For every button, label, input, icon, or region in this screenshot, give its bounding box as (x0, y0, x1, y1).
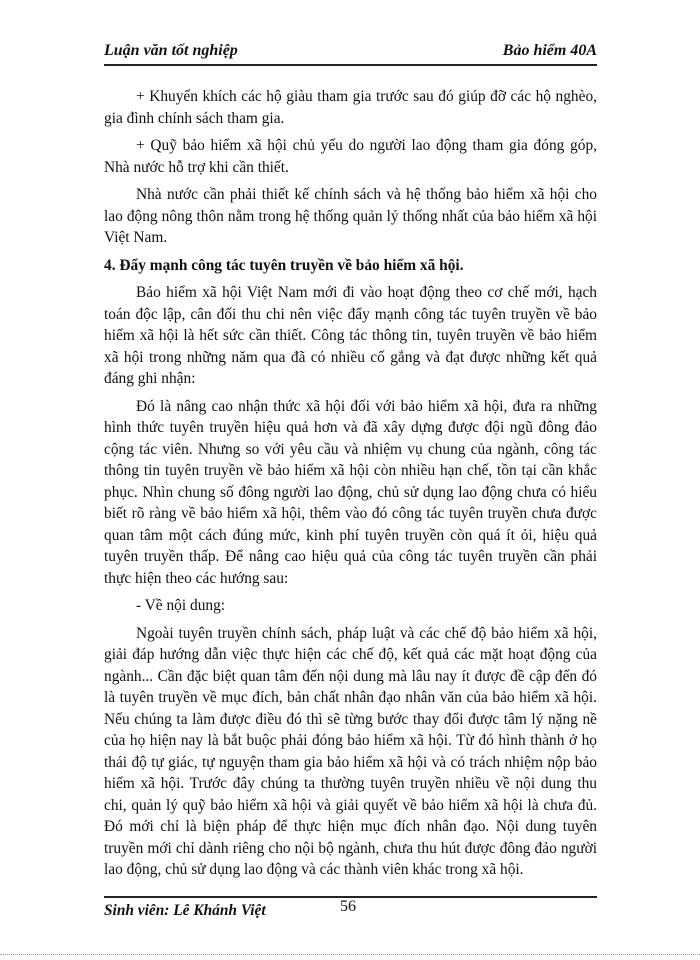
header-thesis-title: Luận văn tốt nghiệp (104, 42, 238, 59)
header-class-label: Bảo hiểm 40A (502, 42, 597, 59)
paragraph: + Khuyến khích các hộ giàu tham gia trước sau đó giúp đỡ các hộ nghèo, gia đình chính sách tham gia. (104, 88, 597, 127)
page-edge-dotted-line (0, 954, 700, 955)
paragraph: Ngoài tuyên truyền chính sách, pháp luật và các chế độ bảo hiểm xã hội, giải đáp hướng dẫn việc thực hiện các chế độ, kết quả các mặt hoạt động của ngành... Cần đặc biệt quan tâm đến nội dung mà lâu nay ít được đề cập đến đó là tuyên truyền về mục đích, bản chất nhân đạo nhân văn của bảo hiểm xã hội. Nếu chúng ta làm được điều đó thì sẽ từng bước thay đổi được tâm lý nặng nề của họ hiện nay là bắt buộc phải đóng bảo hiểm xã hội. Từ đó hình thành ở họ thái độ tự giác, tự nguyện tham gia bảo hiểm xã hội và có trách nhiệm nộp bảo hiểm xã hội. Trước đây chúng ta thường tuyên truyền nhiều về nội dung thu chi, quản lý quỹ bảo hiểm xã hội và giải quyết về bảo hiểm xã hội là chưa đủ. Đó mới chỉ là biện pháp để thực hiện mục đích nhân đạo. Nội dung tuyên truyền mới chỉ dành riêng cho nội bộ ngành, chưa thu hút được đông đảo người lao động, chủ sử dụng lao động và các thành viên khác trong xã hội. (104, 624, 597, 878)
footer-student-name: Sinh viên: Lê Khánh Việt (104, 902, 266, 919)
paragraph: Đó là nâng cao nhận thức xã hội đối với bảo hiểm xã hội, đưa ra những hình thức tuyên truyền hiệu quả hơn và đã xây dựng được đội ngũ đông đảo cộng tác viên. Nhưng so với yêu cầu và nhiệm vụ chung của ngành, công tác thông tin tuyên truyền về bảo hiểm xã hội còn nhiều hạn chế, tồn tại cần khắc phục. Nhìn chung số đông người lao động, chủ sử dụng lao động chưa có hiểu biết rõ ràng về bảo hiểm xã hội, thêm vào đó công tác tuyên truyền chưa được quan tâm một cách đúng mức, kinh phí tuyên truyền còn quá ít ỏi, hiệu quả tuyên truyền thấp. Để nâng cao hiệu quả của công tác tuyên truyền cần phải thực hiện theo các hướng sau: (104, 397, 597, 587)
page-number: 56 (340, 898, 356, 915)
paragraph: + Quỹ bảo hiểm xã hội chủ yếu do người lao động tham gia đóng góp, Nhà nước hỗ trợ khi cần thiết. (104, 137, 597, 176)
section-heading: 4. Đẩy mạnh công tác tuyên truyền về bảo hiểm xã hội. (104, 256, 464, 274)
document-body (104, 86, 597, 887)
paragraph: Nhà nước cần phải thiết kế chính sách và hệ thống bảo hiểm xã hội cho lao động nông thôn nằm trong hệ thống quản lý thống nhất của bảo hiểm xã hội Việt Nam. (104, 186, 597, 246)
subheading-content: - Về nội dung: (136, 597, 226, 614)
paragraph: Bảo hiểm xã hội Việt Nam mới đi vào hoạt động theo cơ chế mới, hạch toán độc lập, cân đối thu chi nên việc đẩy mạnh công tác tuyên truyền về bảo hiểm xã hội là hết sức cần thiết. Công tác thông tin, tuyên truyền về bảo hiểm xã hội trong những năm qua đã có nhiều cố gắng và đạt được những kết quả đáng ghi nhận: (104, 284, 597, 387)
page-header (104, 40, 597, 66)
